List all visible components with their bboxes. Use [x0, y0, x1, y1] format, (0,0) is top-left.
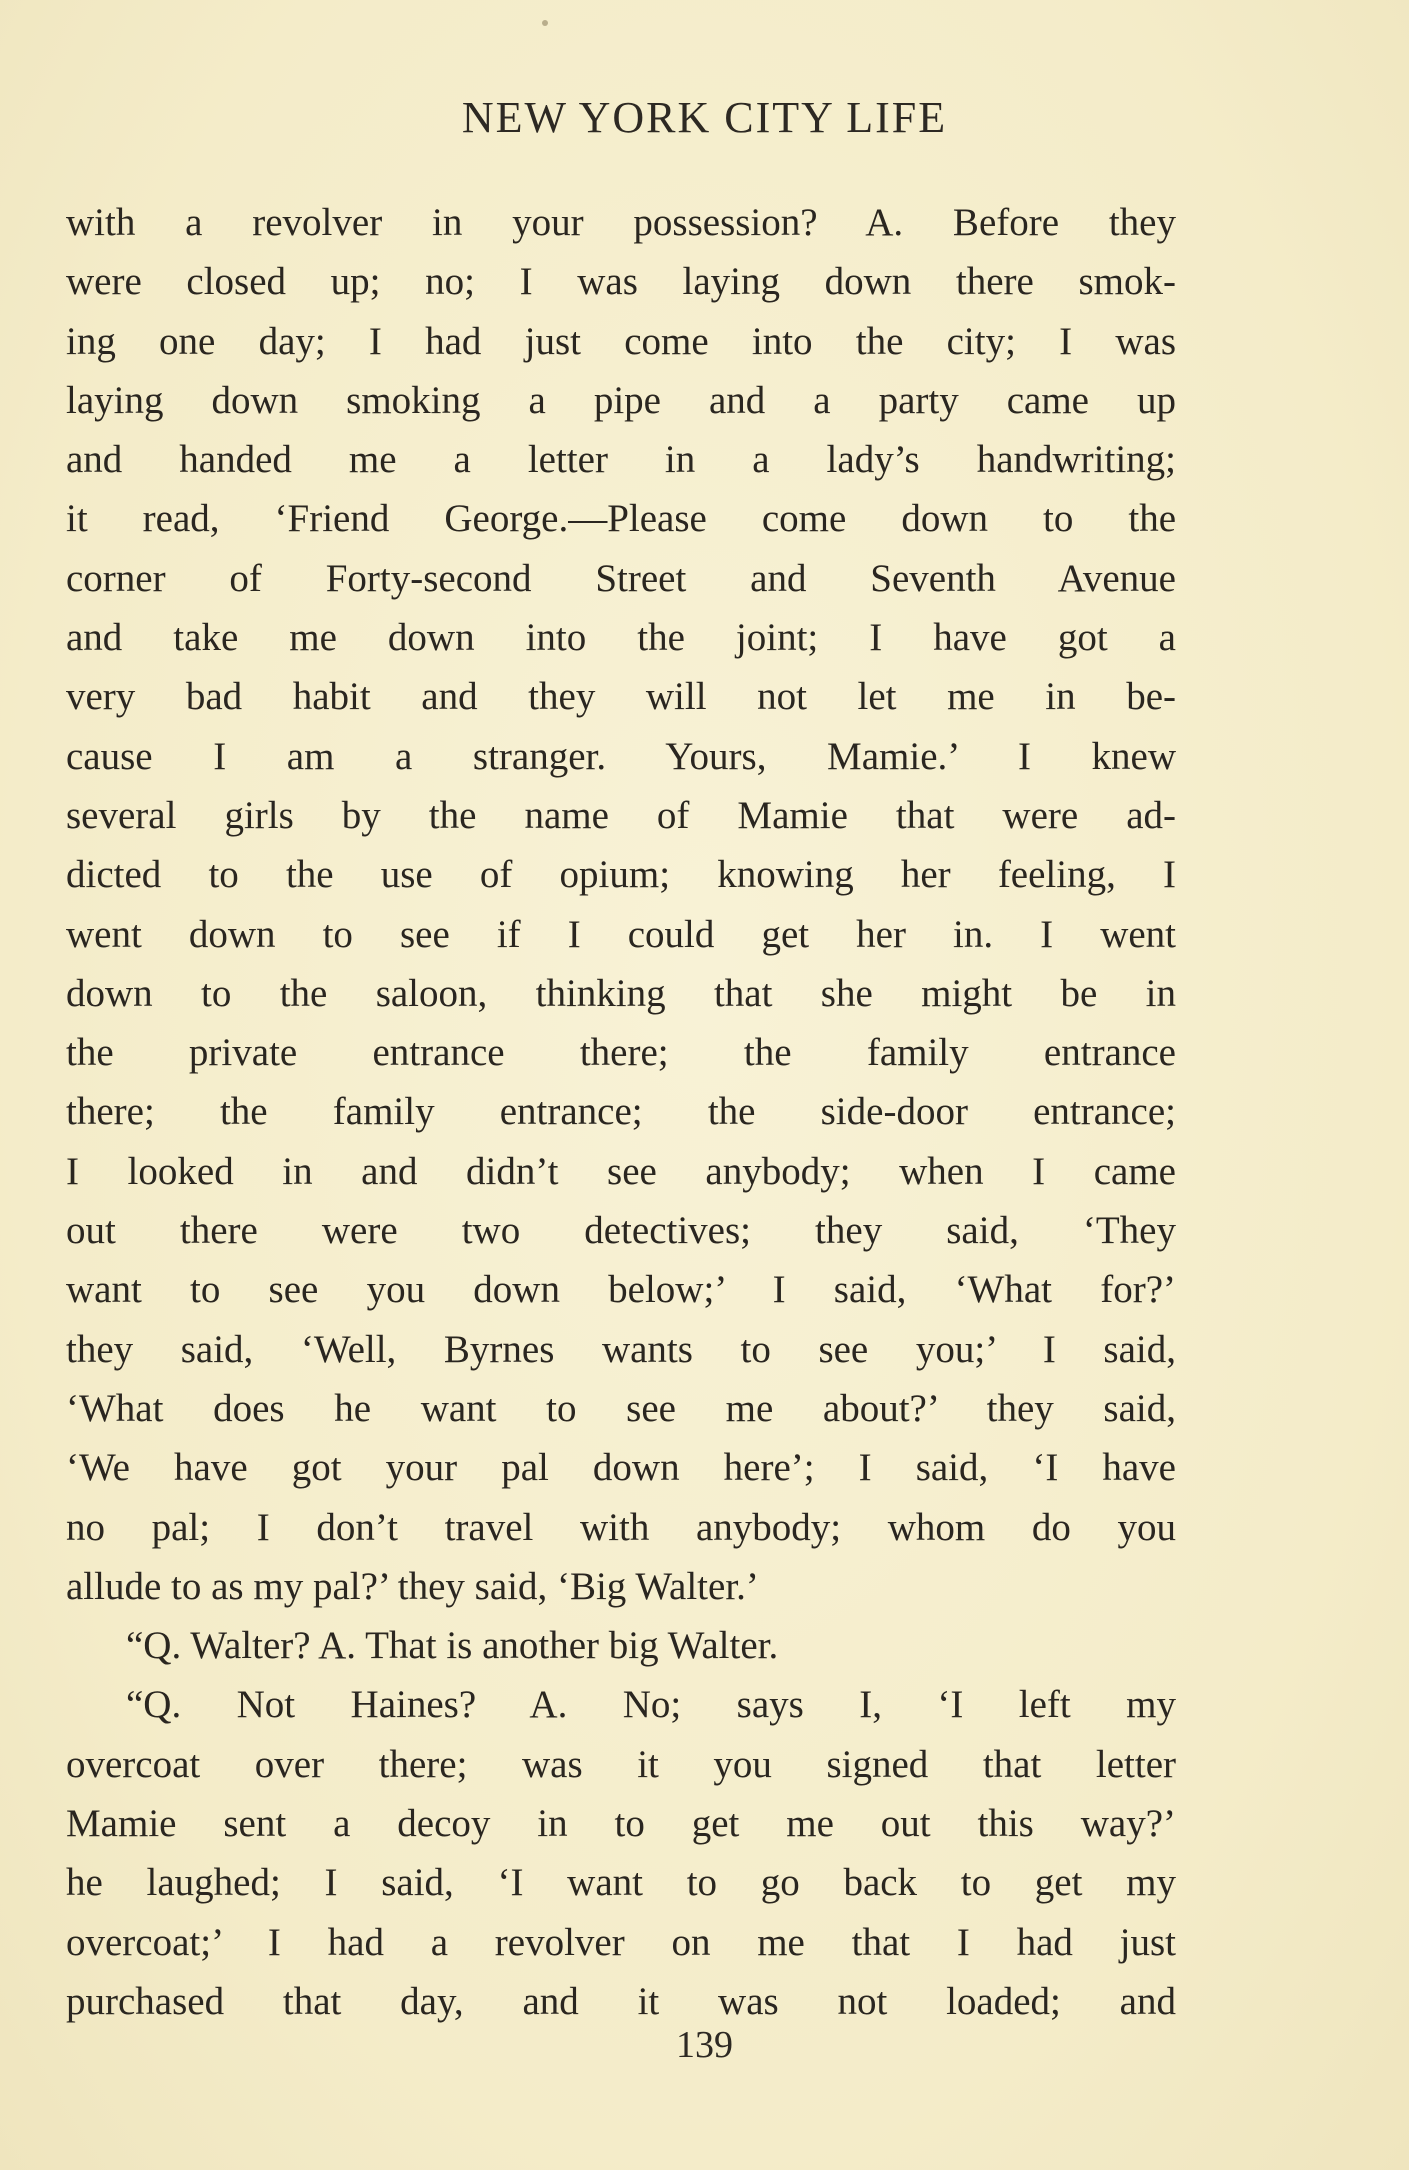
text-line: and handed me a letter in a lady’s handwriting;	[66, 438, 1176, 482]
text-line: “Q. Not Haines? A. No; says I, ‘I left my	[126, 1683, 1176, 1727]
text-line: out there were two detectives; they said, ‘They	[66, 1209, 1176, 1253]
body-text	[66, 193, 1176, 2031]
text-line: with a revolver in your possession? A. Before they	[66, 201, 1176, 244]
text-line: dicted to the use of opium; knowing her feeling, I	[66, 853, 1176, 897]
text-line: cause I am a stranger. Yours, Mamie.’ I knew	[66, 734, 1176, 778]
text-line: he laughed; I said, ‘I want to go back to get my	[66, 1861, 1176, 1905]
text-line: want to see you down below;’ I said, ‘What for?’	[66, 1268, 1176, 1312]
text-line: purchased that day, and it was not loaded; and	[66, 1979, 1176, 2023]
text-line: were closed up; no; I was laying down there smok-	[66, 260, 1176, 304]
text-line: ‘We have got your pal down here’; I said, ‘I have	[66, 1446, 1176, 1490]
text-line: ‘What does he want to see me about?’ they said,	[66, 1386, 1176, 1430]
running-head: NEW YORK CITY LIFE	[461, 93, 948, 142]
text-line: down to the saloon, thinking that she might be in	[66, 971, 1176, 1015]
text-line: there; the family entrance; the side-door entrance;	[66, 1090, 1176, 1134]
text-line: it read, ‘Friend George.—Please come down to the	[66, 497, 1176, 541]
text-line: overcoat;’ I had a revolver on me that I had just	[66, 1920, 1176, 1964]
text-line: I looked in and didn’t see anybody; when I came	[66, 1149, 1176, 1193]
ink-speck	[542, 20, 548, 26]
text-line: ing one day; I had just come into the city; I was	[66, 319, 1176, 363]
text-line: overcoat over there; was it you signed that letter	[66, 1742, 1176, 1786]
text-line: they said, ‘Well, Byrnes wants to see you;’ I said,	[66, 1327, 1176, 1371]
text-line: very bad habit and they will not let me in be-	[66, 675, 1176, 719]
text-line: allude to as my pal?’ they said, ‘Big Walter.’	[66, 1564, 759, 1608]
text-line: corner of Forty-second Street and Seventh Avenue	[66, 556, 1176, 600]
text-line: went down to see if I could get her in. I went	[66, 912, 1176, 956]
text-line: and take me down into the joint; I have got a	[66, 616, 1176, 660]
text-line: several girls by the name of Mamie that were ad-	[66, 793, 1176, 837]
text-line: “Q. Walter? A. That is another big Walter.	[126, 1624, 779, 1668]
text-line: the private entrance there; the family entrance	[66, 1031, 1176, 1075]
text-line: Mamie sent a decoy in to get me out this way?’	[66, 1802, 1176, 1846]
page-number: 139	[676, 2024, 733, 2066]
text-line: no pal; I don’t travel with anybody; whom do you	[66, 1505, 1176, 1549]
text-line: laying down smoking a pipe and a party came up	[66, 378, 1176, 422]
